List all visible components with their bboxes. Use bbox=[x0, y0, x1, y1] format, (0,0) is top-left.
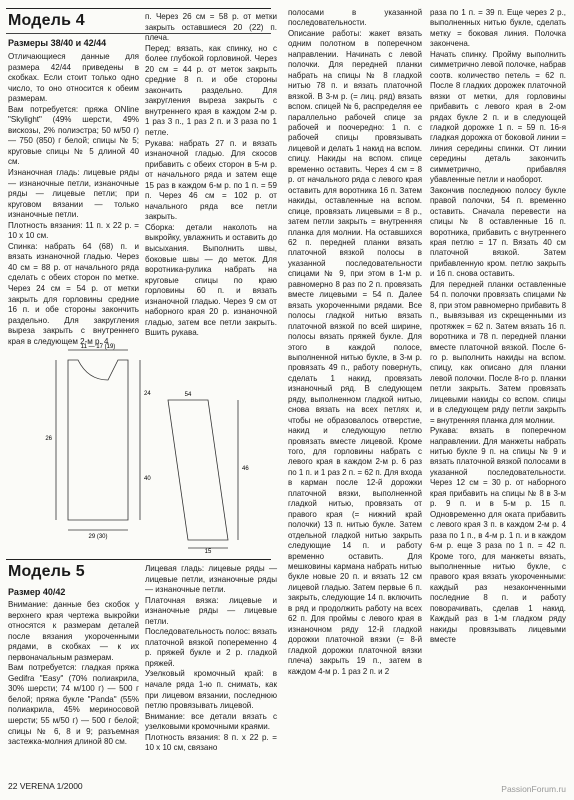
watermark: PassionForum.ru bbox=[501, 784, 566, 794]
paragraph: Начать спинку. Пройму выполнить симметрично левой полочке, набрав соотв. количество петель = 62 п. После 8 гладких дорожек платочной вязки от метки, для горловины прибавить с левого края в 2-ом рядах букле 2 п. и в следующей гладкой дорожке 1 п. = 59 п. 16-я гладкая дорожка от боковой линии = линия середины спинки. От линии середины деталь закончить симметрично, прибавляя убавленные петли и наоборот. bbox=[430, 49, 566, 185]
paragraph: Вам потребуется: гладкая пряжа Gedifra "Easy" (70% полиакрила, 30% шерсти; 74 м/100 г) — 500 г белой; пряжа букле "Panda" (55% полиакрила, 45% мериносовой шерсти; 55 м/50 г) — 500 г белой; спицы № 6, 8 и 9; разъемная застежка-молния длиной 80 см. bbox=[8, 663, 139, 747]
model5-title: Модель 5 bbox=[8, 563, 85, 580]
paragraph: Узелковый кромочный край: в начале ряда 1-ю п. снимать, как при лицевом вязании, последнюю петлю провязывать лицевой. bbox=[145, 669, 277, 711]
model5-sizes: Размер 40/42 bbox=[8, 587, 66, 597]
model4-column-1 bbox=[8, 52, 139, 347]
model5-column-2 bbox=[145, 564, 277, 754]
model5-column-1 bbox=[8, 600, 139, 748]
dim-bottom: 29 (30) bbox=[88, 534, 108, 540]
paragraph: Вам потребуется: пряжа ONline "Skylight" (49% шерсти, 49% вискозы, 2% полиэстра; 50 м/50 г) — 750 (850) г белой; спицы № 5; круговые спицы № 5 длиной 40 см. bbox=[8, 104, 139, 167]
paragraph: Закончив последнюю полосу букле правой полочки, 54 п. временно оставить. Сначала перевести на спицы № 8 оставленные 16 п. воротника, прибавить с внутреннего края петлю = 17 п. Вязать 40 см платочной вязкой. Затем прибавленную кром. петлю закрыть и 16 п. снова оставить. bbox=[430, 185, 566, 279]
dim-h2: 40 bbox=[144, 476, 151, 482]
paragraph: Рукава: набрать 27 п. и вязать изнаночной гладью. Для скосов прибавить с обеих сторон в 5-м р. от начального ряда и затем еще 15 раз в каждом 6-м р. по 1 п. = 59 п. Через 46 см = 102 р. от начального ряда все петли закрыть. bbox=[145, 138, 277, 222]
pattern-svg bbox=[8, 340, 280, 554]
paragraph: Рукава: вязать в поперечном направлении. Для манжеты набрать нитью букле 9 п. на спицы № 9 и вязать платочной вязкой полосами в указанной последовательности. Через 12 см = 30 р. от наборного края прибавить на спицы № 8 в 3-м р. 9 п. и в 5-м р. 15 п. Одновременно для оката прибавить с левого края 3 п. в каждом 2-м р. 4 раза по 1 п., в 4-м р. 1 п. и в каждом 6-м р. еще 3 раза по 1 п. = 42 п. Кроме того, для манжеты вязать, выполненные нитью букле, с правого края вязать укороченными: каждый раз незаконченными последние 8 п. и работу поворачивать, сделав 1 накид. Каждый раз в 1-м гладком ряду накиды провязывать лицевыми вместе bbox=[430, 426, 566, 645]
paragraph: Перед: вязать, как спинку, но с более глубокой горловиной. Через 20 см = 44 р. от меток закрыть средние 8 п. и обе стороны закончить раздельно. Для закругления выреза закрыть с внутреннего края в каждом 2-м р. 1 раз 3 п., 1 раз 2 п. и 3 раза по 1 петле. bbox=[145, 43, 277, 138]
column-4 bbox=[430, 8, 566, 646]
paragraph: Для передней планки оставленные 54 п. полочки провязать спицами № 8, при этом равномерно прибавить 8 п., вывязывая из скрещенными из протяжек = 62 п. Затем вязать 16 п. воротника и 78 п. передней планки вместе платочной вязкой. После 6-го р. выполнить накиды на вспом. спицу, как описано для планки левой полочки. После 8-го р. планки петли закрыть. Затем провязать лицевыми накиды со вспом. спицы и в следующем ряду петли закрыть = внутренняя планка для молнии. bbox=[430, 279, 566, 425]
paragraph: Последовательность полос: вязать платочной вязкой попеременно 4 р. пряжей букле и 2 р. гладкой пряжей. bbox=[145, 627, 277, 668]
dim-top: 11 — 17 (19) bbox=[80, 344, 116, 350]
model4-title: Модель 4 bbox=[8, 12, 85, 29]
model5-rule bbox=[6, 559, 271, 560]
column-3 bbox=[288, 8, 422, 677]
paragraph: раза по 1 п. = 39 п. Еще через 2 р., выполненных нитью букле, сделать метку = боковая линия. Полочка закончена. bbox=[430, 8, 566, 49]
paragraph: Плотность вязания: 11 п. x 22 р. = 10 x 10 см. bbox=[8, 220, 139, 241]
model4-column-2 bbox=[145, 12, 277, 339]
top-rule bbox=[6, 8, 271, 9]
page-footer: 22 VERENA 1/2000 bbox=[8, 781, 83, 791]
paragraph: Изнаночная гладь: лицевые ряды — изнаночные петли, изнаночные ряды — лицевые петли; при круговом вязании — только изнаночные петли. bbox=[8, 168, 139, 220]
paragraph: Сборка: детали наколоть на выкройку, увлажнить и оставить до высыхания. Выполнить швы, боковые швы — до меток. Для воротника-рулика набрать на круговые спицы по краю горловины 60 п. и вязать изнаночной гладью. Через 9 см от наборного края 20 р. изнаночной гладью, затем все петли закрыть. Вшить рукава. bbox=[145, 222, 277, 338]
paragraph: полосами в указанной последовательности. bbox=[288, 8, 422, 28]
paragraph: Лицевая гладь: лицевые ряды — лицевые петли, изнаночные ряды — изнаночные петли. bbox=[145, 564, 277, 595]
paragraph: Внимание: все детали вязать с узелковыми кромочными краями. bbox=[145, 711, 277, 732]
paragraph: Отличающиеся данные для размера 42/44 приведены в скобках. Если стоит только одно число, то оно относится к обеим размерам. bbox=[8, 52, 139, 104]
paragraph: Платочная вязка: лицевые и изнаночные ряды — лицевые петли. bbox=[145, 595, 277, 626]
paragraph: Спинка: набрать 64 (68) п. и вязать изнаночной гладью. Через 40 см = 88 р. от начального ряда сделать с обеих сторон по метке. Через 24 см = 54 р. от метки закрыть для горловины средние 16 п. и обе стороны закончить раздельно. Для закругления выреза закрыть с внутреннего края в следующем 2-м р. 4 bbox=[8, 241, 139, 346]
body-outline bbox=[68, 360, 128, 520]
paragraph: Внимание: данные без скобок у верхнего края чертежа выкройки относятся к размерам деталей после вязания укороченными рядами, в скобках — к их первоначальным размерам. bbox=[8, 600, 139, 662]
paragraph: Плотность вязания: 8 п. x 22 р. = 10 x 10 см, связано bbox=[145, 732, 277, 753]
model4-sizes: Размеры 38/40 и 42/44 bbox=[8, 38, 107, 48]
dim-left: 26 bbox=[45, 436, 52, 442]
dim-sleeve-top: 54 bbox=[184, 392, 192, 398]
paragraph: п. Через 26 см = 58 р. от метки закрыть оставшиеся 20 (22) п. плеча. bbox=[145, 12, 277, 43]
sleeve-outline bbox=[168, 400, 228, 540]
pattern-diagram bbox=[8, 340, 280, 554]
paragraph: Описание работы: жакет вязать одним полотном в поперечном направлении. Начинать с левой полочки. Для передней планки набрать на спицы № 8 гладкой нитью 78 п. и вязать платочной вязкой. В 3-м р. (= лиц. ряд) вязать вспом. спицей № 6, распределяя ее параллельно рабочей спице за рабочей и поочередно: 1 п. с рабочей спицы провязывать лицевой и делать 1 накид на вспом. спицу. Накиды на вспом. спице временно оставить. Через 4 см = 8 р. от начального ряда с левого края оставить для воротника 16 п. Затем накиды, оставленные на вспом. спице, провязать лицевыми = 8 р., затем петли закрыть = внутренняя планка для молнии. На оставшихся 62 п. передней планки вязать платочной вязкой полосы в указанной последовательности спицами № 9, при этом в 1-м р. равномерно 8 раз по 2 п. провязать вместе лицевыми = 54 п. Далее вязать укороченными рядами. Все полосы гладкой нитью вязать платочной вязкой по всей ширине, полосы вязать пряжей букле. Для этого в каждой полосе, выполненной нитью букле, в 3-м р. провязать 49 п., работу повернуть, сделать 1 накид, провязать изнаночный ряд. В следующем ряду, выполненном гладкой нитью, снова вязать на всех петлях и, чтобы не образовалось отверстие, накид и следующую петлю провязать вместе лицевой. Кроме того, для горловины набрать с левого края в каждом 2-м р. 6 раз по 1 п. и 1 раз 2 п. = 62 п. Для входа в карман после 12-й дорожки платочной вязки, выполненной гладкой нитью, провязать от правого края (= нижний край полочки) 13 п. нитью букле. Затем отдельной гладкой нитью закрыть следующие 14 п. и работу временно оставить. Для мешковины кармана набрать нитью букле новые 20 п. и вязать 12 см лицевой гладью. Затем первые 6 п. закрыть, следующие 14 п. включить в ряд и продолжить работу на всех 62 п. Для проймы с левого края в изнаночном ряду 12-й гладкой дорожки платочной вязки (= 8-й гладкой дорожки платочной вязки плеча) закрыть 19 п., затем в каждом 4-м р. 1 раз 2 п. и 2 bbox=[288, 28, 422, 676]
dim-sleeve-h: 46 bbox=[242, 466, 249, 472]
dim-sleeve-bottom: 15 bbox=[204, 549, 212, 554]
dim-h1: 24 bbox=[144, 391, 151, 397]
